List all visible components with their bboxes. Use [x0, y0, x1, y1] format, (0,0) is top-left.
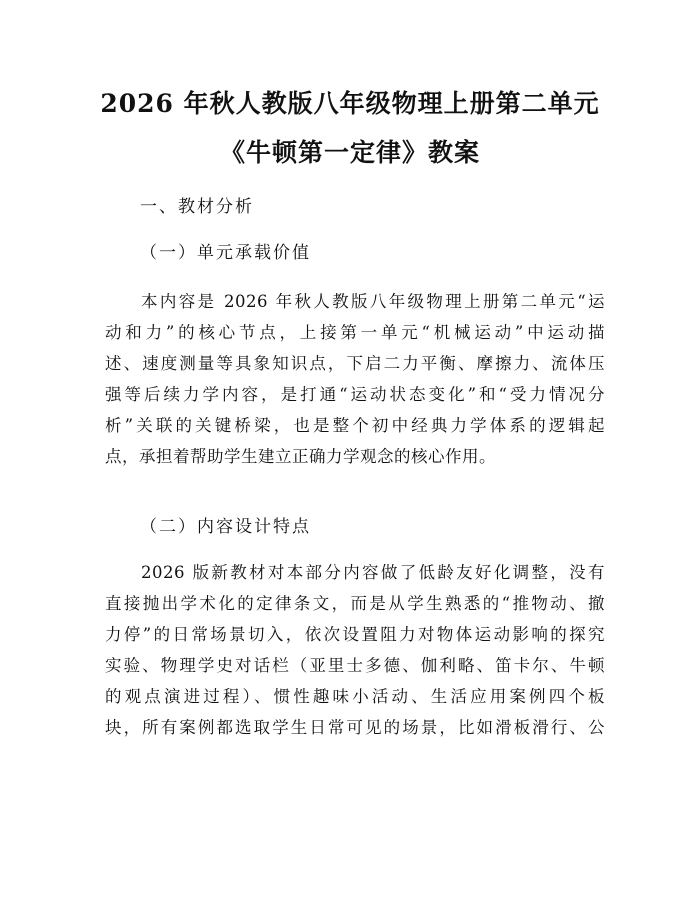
paragraph-line: 点，承担着帮助学生建立正确力学观念的核心作用。 [105, 447, 496, 466]
paragraph-line: 强等后续力学内容，是打通“运动状态变化”和“受力情况分 [105, 385, 605, 404]
paragraph-line: 本内容是 2026 年秋人教版八年级物理上册第二单元“运 [141, 292, 605, 311]
paragraph-design-features [105, 557, 605, 743]
paragraph-line: 的观点演进过程）、惯性趣味小活动、生活应用案例四个板 [105, 687, 605, 706]
document-title-line-2: 《牛顿第一定律》教案 [219, 138, 480, 167]
paragraph-line: 力停”的日常场景切入，依次设置阻力对物体运动影响的探究 [105, 625, 605, 644]
section-heading-textbook-analysis: 一、教材分析 [140, 197, 254, 217]
document-title-line-1: 2026 年秋人教版八年级物理上册第二单元 [100, 89, 600, 118]
paragraph-line: 动和力”的核心节点，上接第一单元“机械运动”中运动描 [105, 323, 605, 342]
subsection-heading-unit-value: （一）单元承载价值 [140, 243, 311, 263]
paragraph-line: 块，所有案例都选取学生日常可见的场景，比如滑板滑行、公 [105, 718, 605, 737]
paragraph-line: 实验、物理学史对话栏（亚里士多德、伽利略、笛卡尔、牛顿 [105, 656, 605, 675]
paragraph-unit-value [105, 286, 605, 472]
paragraph-line: 析”关联的关键桥梁，也是整个初中经典力学体系的逻辑起 [105, 416, 605, 435]
subsection-heading-design-features: （二）内容设计特点 [140, 517, 311, 537]
paragraph-line: 直接抛出学术化的定律条文，而是从学生熟悉的“推物动、撤 [105, 594, 605, 613]
paragraph-line: 述、速度测量等具象知识点，下启二力平衡、摩擦力、流体压 [105, 354, 605, 373]
paragraph-line: 2026 版新教材对本部分内容做了低龄友好化调整，没有 [141, 563, 605, 582]
